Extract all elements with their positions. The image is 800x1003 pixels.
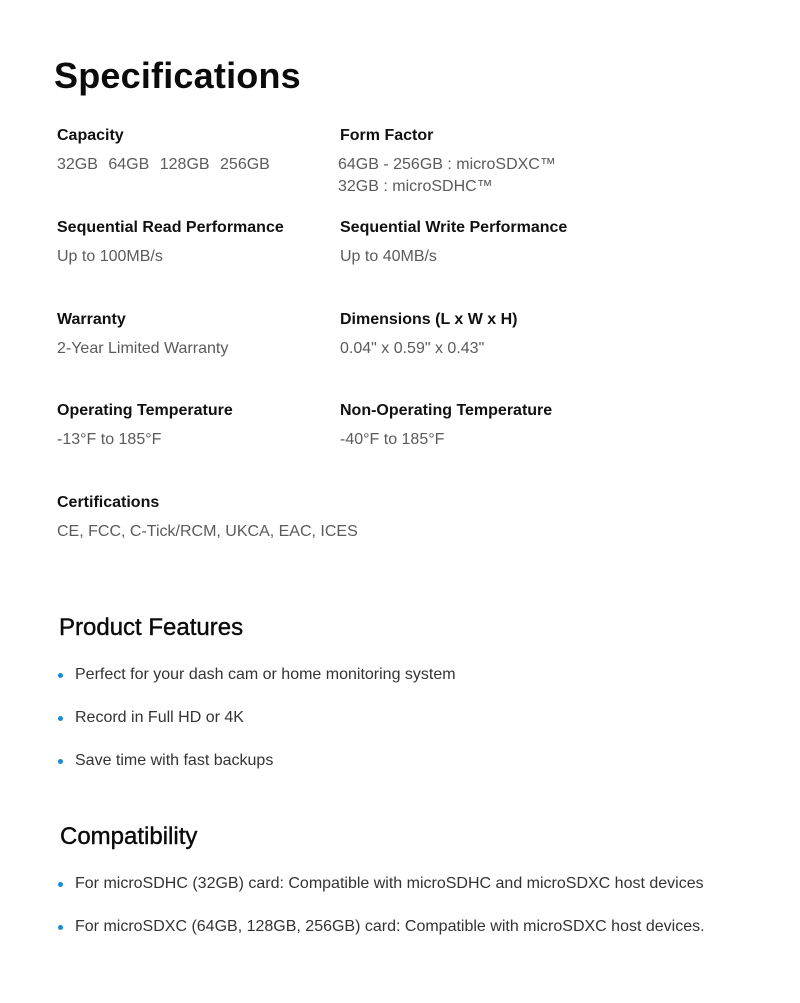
capacity-option: 256GB	[220, 156, 270, 173]
bullet-dot-icon	[58, 673, 63, 678]
form-factor-line: 32GB : microSDHC™	[338, 178, 493, 195]
spec-label: Warranty	[57, 311, 126, 328]
spec-label: Dimensions (L x W x H)	[340, 311, 518, 328]
spec-label: Certifications	[57, 494, 160, 511]
spec-label: Sequential Write Performance	[340, 219, 568, 236]
capacity-option: 128GB	[159, 156, 210, 173]
spec-form-factor	[340, 126, 556, 198]
spec-value: CE, FCC, C-Tick/RCM, UKCA, EAC, ICES	[57, 523, 358, 540]
spec-value: -40°F to 185°F	[340, 431, 445, 448]
product-features-list	[58, 664, 456, 793]
spec-label: Sequential Read Performance	[57, 219, 284, 236]
list-item	[58, 664, 456, 686]
spec-value: 2-Year Limited Warranty	[57, 340, 229, 357]
spec-capacity	[57, 126, 276, 176]
spec-non-operating-temperature	[340, 401, 552, 451]
product-features-heading: Product Features	[59, 614, 244, 641]
spec-label: Capacity	[57, 127, 124, 144]
compatibility-list	[58, 873, 705, 959]
list-item	[58, 750, 456, 772]
spec-sequential-write	[340, 218, 567, 268]
list-item-text: Record in Full HD or 4K	[75, 709, 244, 726]
spec-value: Up to 40MB/s	[340, 248, 437, 265]
list-item	[58, 916, 705, 938]
spec-label: Operating Temperature	[57, 402, 233, 419]
bullet-dot-icon	[58, 882, 63, 887]
capacity-option: 32GB	[57, 156, 98, 173]
spec-dimensions	[340, 310, 518, 360]
spec-operating-temperature	[57, 401, 233, 451]
spec-label: Form Factor	[340, 127, 434, 144]
spec-value	[338, 154, 556, 198]
bullet-dot-icon	[58, 925, 63, 930]
spec-value	[57, 154, 276, 176]
list-item-text: For microSDXC (64GB, 128GB, 256GB) card: Compatible with microSDXC host devices.	[75, 918, 705, 935]
list-item	[58, 873, 705, 895]
list-item	[58, 707, 456, 729]
spec-value: -13°F to 185°F	[57, 431, 162, 448]
bullet-dot-icon	[58, 759, 63, 764]
capacity-option: 64GB	[108, 156, 150, 173]
spec-value: 0.04" x 0.59" x 0.43"	[340, 340, 485, 357]
list-item-text: Save time with fast backups	[75, 752, 274, 769]
page-title: Specifications	[54, 55, 301, 96]
form-factor-line: 64GB - 256GB : microSDXC™	[338, 156, 556, 173]
spec-warranty	[57, 310, 228, 360]
bullet-dot-icon	[58, 716, 63, 721]
list-item-text: For microSDHC (32GB) card: Compatible with microSDHC and microSDXC host devices	[75, 875, 704, 892]
spec-label: Non-Operating Temperature	[340, 402, 553, 419]
spec-sequential-read	[57, 218, 284, 268]
spec-value: Up to 100MB/s	[57, 248, 163, 265]
list-item-text: Perfect for your dash cam or home monitoring system	[75, 666, 456, 683]
spec-certifications	[57, 493, 358, 543]
compatibility-heading: Compatibility	[60, 823, 198, 850]
